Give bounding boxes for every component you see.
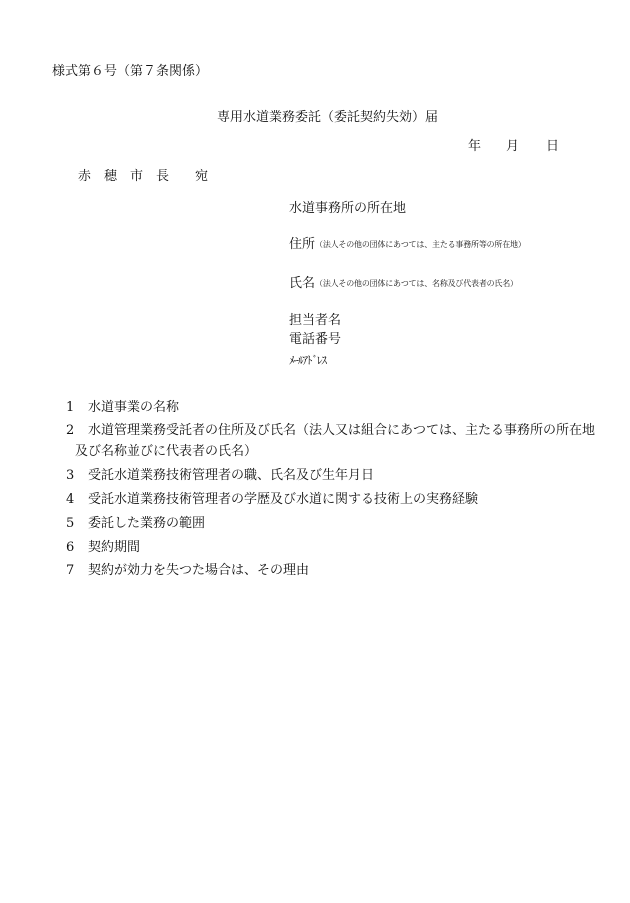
name-field [289,276,518,292]
list-item [66,400,179,416]
office-location-label: 水道事務所の所在地 [289,201,407,216]
form-number: 様式第６号（第７条関係） [52,64,209,79]
item-text: 委託した業務の範囲 [88,516,206,531]
date-year-label: 年 [468,139,482,154]
address-field [289,237,526,253]
list-item-continuation: 及び名称並びに代表者の氏名） [75,444,258,459]
list-item [66,516,205,532]
item-text: 水道管理業務受託者の住所及び氏名（法人又は組合にあつては、主たる事務所の所在地 [88,423,596,438]
list-item [66,468,374,484]
item-number: 7 [66,563,75,578]
phone-label: 電話番号 [289,332,342,347]
address-label: 住所 [289,237,316,252]
list-item [66,563,309,579]
item-text: 水道事業の名称 [88,400,180,415]
list-item [66,423,595,439]
item-text: 契約が効力を失つた場合は、その理由 [88,563,310,578]
item-number: 1 [66,400,75,415]
list-item [66,540,140,556]
item-number: 4 [66,492,75,507]
address-note: （法人その他の団体にあつては、主たる事務所等の所在地） [315,240,526,249]
item-number: 5 [66,516,75,531]
name-label: 氏名 [289,276,316,291]
email-label: ﾒｰﾙｱﾄﾞﾚｽ [289,354,326,367]
item-number: 6 [66,540,75,555]
item-text: 契約期間 [88,540,141,555]
name-note: （法人その他の団体にあつては、名称及び代表者の氏名） [315,279,518,288]
date-day-label: 日 [546,139,560,154]
date-month-label: 月 [506,139,520,154]
date-line [468,139,559,155]
list-item [66,492,478,508]
item-number: 3 [66,468,75,483]
document-title: 専用水道業務委託（委託契約失効）届 [217,110,439,125]
addressee: 赤 穂 市 長 宛 [78,169,209,184]
item-text: 受託水道業務技術管理者の職、氏名及び生年月日 [88,468,375,483]
item-number: 2 [66,423,75,438]
item-text: 受託水道業務技術管理者の学歴及び水道に関する技術上の実務経験 [88,492,479,507]
contact-person-label: 担当者名 [289,313,342,328]
